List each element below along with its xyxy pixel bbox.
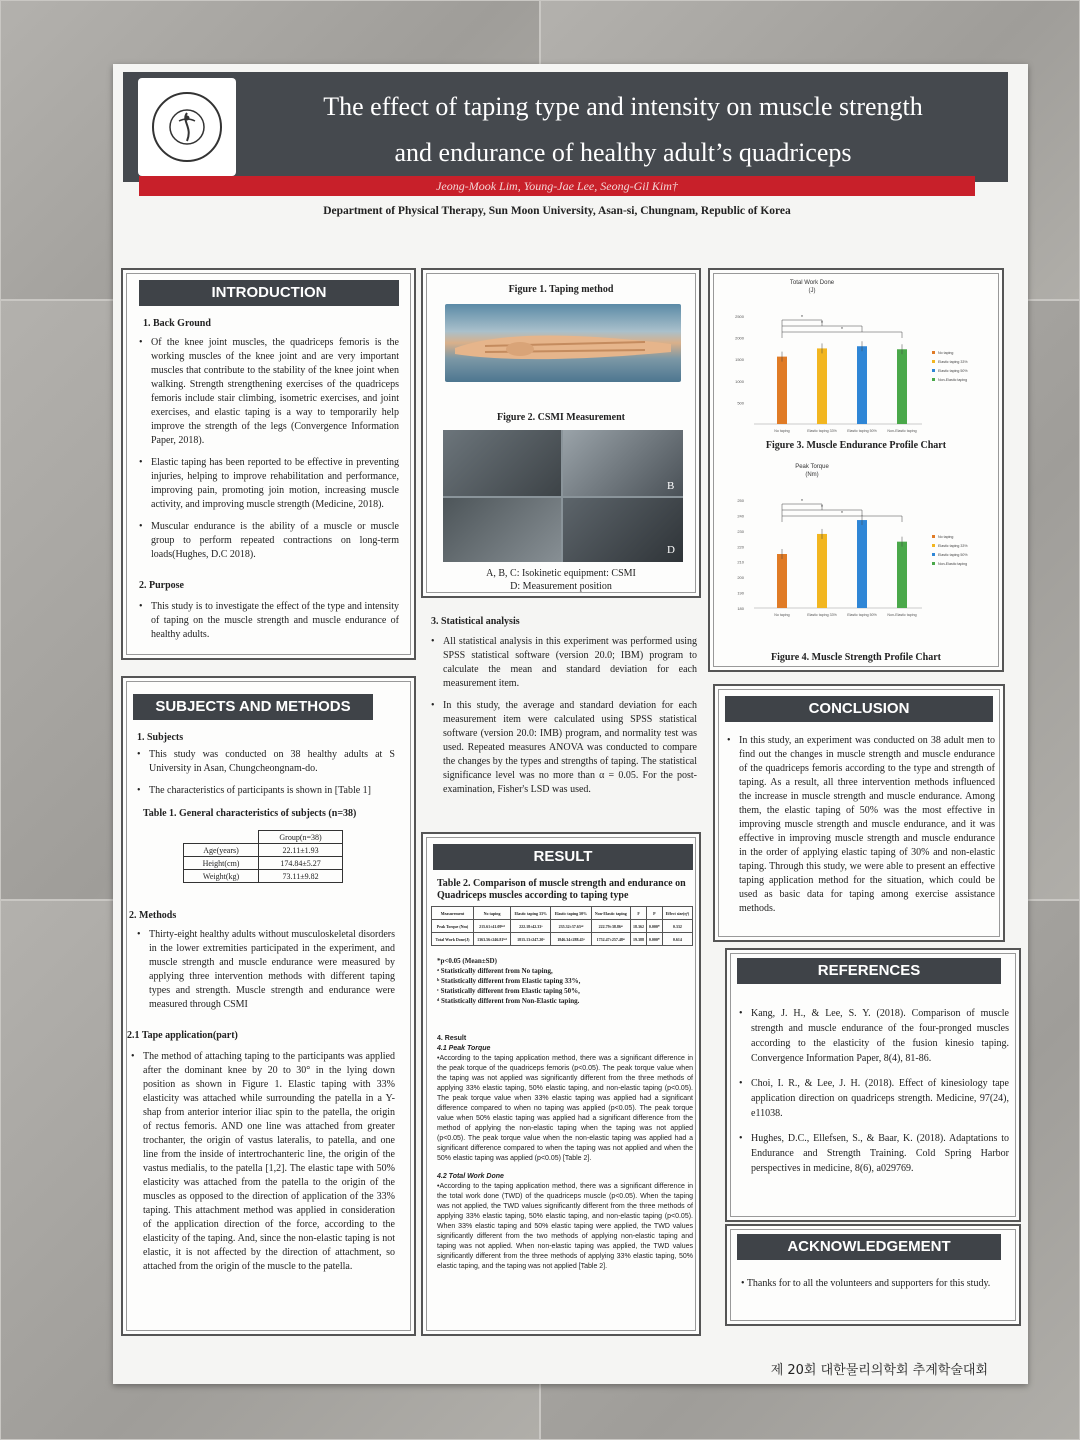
legend-swatch [932,562,935,565]
y-tick-label: 210 [737,559,744,565]
table-note: ᶜ Statistically different from Elastic taping 50%, [437,987,580,995]
table-header-cell: Effect size(η²) [662,907,692,920]
purpose-list [139,600,399,650]
table-cell: 22.11±1.93 [259,844,343,857]
fig1-title: Figure 1. Taping method [508,284,614,295]
y-tick-label: 220 [737,544,744,550]
y-tick-label: 500 [737,400,744,406]
table-cell: 222.79±38.86ᵃᶜ [591,920,631,933]
peak-title: 4.1 Peak Torque [437,1045,491,1052]
table-row [432,933,693,946]
table-cell: 73.11±9.82 [259,870,343,883]
bar [897,542,907,608]
subjects-list [137,748,395,806]
title-line-1: The effect of taping type and intensity on muscle strength [323,92,923,121]
significance-star: * [841,511,843,517]
table-cell: 0.000* [646,920,662,933]
methods-box [121,676,416,1336]
fig1-taping-photo [445,304,681,382]
list-item: • In this study, an experiment was conducted on 38 adult men to find out the changes in muscle strength and muscle endurance of the quadriceps femoris according to the type and strength of taping. As a result, all three intervention methods influenced the increase in muscle strength and muscle endurance. Among them, the elastic taping of 50% was the most effective in improving muscle strength and muscle endurance, and it was effective in improving muscle strength and muscle endurance in the order of applying elastic taping of 30% and non-elastic taping. Through this study, we were able to present an effective taping application method for the situation, which could be used as basic data for taping among exercise assistance methods. [727,734,995,916]
peak-text: •According to the taping application method, there was a significant difference in the peak torque of the quadriceps femoris (p<0.05). The peak torque value when the taping was not applied was significantly different from the three methods of applying 33% elastic taping, 50% elastic taping, and non-elastic taping (p<0.05). The peak torque value when 33% elastic taping was applied had a significant difference compared to when no taping was applied (p<0.05). The peak torque value when 50% elastic taping was applied had a significant difference from the method of applying the non-elastic taping when the taping was not applied (p<0.05). The peak torque value when the non-elastic taping was applied had a significant difference compared to when the taping was not applied and when the 50% elastic taping was applied (p<0.05) [Table 2]. [437,1055,693,1162]
list-item: • This study is to investigate the effect of the type and intensity of taping on the muscle strength and muscle endurance of healthy adults. [139,600,399,642]
charts-box [708,268,1004,672]
legend-label: Non-Elastic taping [938,562,968,566]
table-cell: Weight(kg) [184,870,259,883]
result-box [421,832,701,1336]
table-header-cell: F [631,907,647,920]
statistics-section [431,616,699,805]
references-list [739,1006,1009,1184]
significance-star: * [841,327,843,333]
table-cell: 0.614 [662,933,692,946]
table-cell: 1363.56±246.81ᵇᶜᵈ [473,933,510,946]
table-row [432,907,693,920]
conclusion-heading: CONCLUSION [725,696,993,722]
logo-emblem-icon [167,107,207,147]
x-tick-label: Elastic taping 50% [847,429,877,433]
strength-chart [712,458,1002,648]
significance-star: * [821,321,823,327]
table-row [184,831,343,844]
introduction-heading: INTRODUCTION [139,280,399,306]
poster-title [243,84,1003,176]
legend-swatch [932,553,935,556]
legend-swatch [932,360,935,363]
y-tick-label: 2000 [735,335,744,341]
panel-label-b: B [667,480,675,492]
photo-panel-b [563,430,683,496]
list-item: • The method of attaching taping to the participants was applied after the dominant knee by 20 to 30° in the lying down position as shown in Figure 1. Elastic taping with 33% elasticity was attached while surrounding the patella in a Y-shap from anterior interior iliac spin to the patella, the origin of rectus femoris. AND one line was attached from greater trochanter, the origin of vastus lateralis, to patella, and one line from the inside of intertrochanteric line, the origin of the vastus medialis, to the patella [1,2]. The elastic tape with 50% elasticity was attached from the patella to the origin of the muscles as opposed to the direction of application of the 33% taping. This attachment method was applied in consideration of the application direction of the force, according to the elasticity of the taping. And, since the non-elastic taping is not elastic, it is not affected by the direction of attachment, so attached from the origin of the muscle to the patella. [131,1050,395,1274]
title-line-2: and endurance of healthy adult’s quadriceps [394,138,852,167]
significance-star: * [801,499,803,505]
table-header-cell: Elastic taping 33% [511,907,551,920]
fig2-title: Figure 2. CSMI Measurement [497,412,625,423]
introduction-box [121,268,416,660]
table2 [431,906,693,946]
table-row [184,844,343,857]
legend-label: Elastic taping 50% [938,553,968,557]
significance-star: * [821,505,823,511]
y-tick-label: 180 [737,606,744,611]
society-logo [138,78,236,176]
table1-title: Table 1. General characteristics of subjects (n=38) [143,808,357,819]
table-cell: 1815.13±247.20ᵃ [511,933,551,946]
bar [817,534,827,608]
subjects-title: 1. Subjects [137,732,184,743]
bar [897,349,907,424]
twd-title: 4.2 Total Work Done [437,1173,504,1180]
legend-swatch [932,378,935,381]
chart-title: Peak Torque [795,464,829,470]
tape-list [131,1050,395,1282]
authors: Jeong-Mook Lim, Young-Jae Lee, Seong-Gil Kim† [139,176,975,196]
methods-title: 2. Methods [129,910,177,921]
references-box [725,948,1021,1222]
photo-panel-d [563,498,683,562]
poster-header [123,72,1008,182]
result-heading: RESULT [433,844,693,870]
list-item: • Elastic taping has been reported to be effective in preventing injuries, helping to improve rehabilitation and performance, improving pain, promoting join motion, increasing muscle activity, and improving muscle strength (Medicine, 2018). [139,456,399,512]
list-item: • Of the knee joint muscles, the quadriceps femoris is the working muscles of the knee joint and are very important muscles that contribute to the stability of the knee joint when walking. Strength strengthening exercises of the quadriceps femoris include stair climbing, isometric exercises, and joint exercises, and elastic taping is a way to temporarily help improve the strength of the legs (Convergence Information Paper, 2018). [139,336,399,448]
methods-list [137,928,395,1020]
conference-footer: 제 20회 대한물리의학회 추계학술대회 [770,1363,988,1378]
background-title: 1. Back Ground [143,318,211,329]
legend-label: Elastic taping 33% [938,360,968,364]
poster [113,64,1028,1384]
list-item: • This study was conducted on 38 healthy adults at S University in Asan, Chungcheongnam-do. [137,748,395,776]
acknowledgement-text: • Thanks for to all the volunteers and supporters for this study. [741,1278,991,1289]
y-tick-label: 200 [737,575,744,581]
x-tick-label: Non-Elastic taping [887,429,917,433]
acknowledgement-heading: ACKNOWLEDGEMENT [737,1234,1001,1260]
list-item: • Choi, I. R., & Lee, J. H. (2018). Effect of kinesiology tape application direction on quadriceps strength. Medicine, 97(24), e11038. [739,1076,1009,1121]
chart-subtitle: (Nm) [805,472,819,478]
table-cell: 18.362 [631,920,647,933]
photo-panel-a [443,430,561,496]
legend-label: Elastic taping 50% [938,369,968,373]
bar [777,554,787,608]
fig2-csmi-photo [443,430,683,562]
panel-label-d: D [667,544,675,556]
table-note: ᵇ Statistically different from Elastic taping 33%, [437,977,581,985]
list-item: • Thirty-eight healthy adults without musculoskeletal disorders in the lower extremities participated in the experiment, and muscle strength and muscle endurance were measured by applying three intervention methods with different taping types and strength. Muscle strength and endurance were measured through CSMI [137,928,395,1012]
table-cell: 19.388 [631,933,647,946]
legend-swatch [932,535,935,538]
table-cell: Age(years) [184,844,259,857]
table-cell: Total Work Done(J) [432,933,474,946]
result-text [437,1034,693,1272]
bar [777,357,787,424]
x-tick-label: Non-Elastic taping [887,613,917,617]
chart-subtitle: (J) [808,288,816,294]
list-item: • Muscular endurance is the ability of a muscle or muscle group to perform repeated contractions on long-term loads(Hughes, D.C 2018). [139,520,399,562]
conclusion-list [727,734,995,924]
y-tick-label: 2500 [735,314,744,319]
table-header-cell: Measurement [432,907,474,920]
table-cell: 235.32±37.63ᵃᵈ [551,920,591,933]
table-cell: 1846.34±288.45ᵃ [551,933,591,946]
table2-notes [437,956,580,1006]
list-item: • All statistical analysis in this experiment was performed using SPSS statistical software (version 20.0; IBM) program to calculate the mean and standard deviation for each measurement item. [431,635,697,691]
table-header-cell: P [646,907,662,920]
table-note: ᵃ Statistically different from No taping, [437,967,553,975]
logo-seal [152,92,222,162]
list-item: • Hughes, D.C., Ellefsen, S., & Baar, K. (2018). Adaptations to Endurance and Strength Training. Cold Spring Harbor perspectives in medicine, 8(6), a029769. [739,1131,1009,1176]
table-header-cell: No taping [473,907,510,920]
list-item: • Kang, J. H., & Lee, S. Y. (2018). Comparison of muscle strength and muscle endurance of the four-pronged muscles according to the elasticity of the fusion kinesio taping. Convergence Information Paper, 8(4), 81-86. [739,1006,1009,1066]
leg-tape-image [445,304,681,382]
y-tick-label: 240 [737,513,744,519]
table-header-cell: Elastic taping 50% [551,907,591,920]
table2-title: Table 2. Comparison of muscle strength and endurance on Quadriceps muscles according to taping type [437,878,686,901]
table-cell [184,831,259,844]
figures-box [421,268,701,598]
table-cell: 0.332 [662,920,692,933]
purpose-title: 2. Purpose [139,580,184,591]
legend-swatch [932,544,935,547]
fig4-caption: Figure 4. Muscle Strength Profile Chart [771,652,941,663]
legend-label: No taping [938,351,954,355]
table-cell: 1752.47±257.48ᵃᶜ [591,933,631,946]
result-title: 4. Result [437,1035,467,1042]
table-cell: 215.61±41.09ᵇᶜᵈ [473,920,510,933]
chart-title: Total Work Done [789,280,835,286]
endurance-chart [712,274,1002,464]
y-tick-label: 1000 [735,378,744,384]
legend-label: No taping [938,535,954,539]
significance-star: * [801,315,803,321]
x-tick-label: Elastic taping 33% [807,613,837,617]
x-tick-label: No taping [774,429,790,433]
table-cell: 222.18±42.33ᵃ [511,920,551,933]
twd-text: •According to the taping application method, there was a significant difference in the total work done (TWD) of the quadriceps muscle (p<0.05). When the taping was not applied, the TWD values significantly different from the three methods of applying 33% elastic taping, 50% elastic taping, and non-elastic taping (p<0.05). When 33% elastic taping and 50% elastic taping were applied, the TWD values significantly different from the two methods of applying non-elastic taping and taping was not applied. When non-elastic taping was applied, the TWD values significantly different from the three methods of applying 33% elastic taping, 50% elastic taping, and the taping was not applied [Table 2]. [437,1183,693,1270]
tape-title: 2.1 Tape application(part) [127,1030,238,1041]
y-tick-label: 250 [737,498,744,503]
legend-label: Non-Elastic taping [938,378,968,382]
background-list [139,336,399,570]
bar [857,520,867,608]
bar [817,348,827,424]
y-tick-label: 1500 [735,357,744,363]
table-cell: Peak Torque (Nm) [432,920,474,933]
legend-label: Elastic taping 33% [938,544,968,548]
fig2-caption-2: D: Measurement position [510,581,612,592]
photo-panel-c [443,498,561,562]
x-tick-label: Elastic taping 33% [807,429,837,433]
table-note: *p<0.05 (Mean±SD) [437,957,497,965]
table-cell: 0.000* [646,933,662,946]
table-header-cell: Group(n=38) [259,831,343,844]
x-tick-label: No taping [774,613,790,617]
conclusion-box [713,684,1005,942]
acknowledgement-box [725,1224,1021,1326]
table-cell: 174.84±5.27 [259,857,343,870]
x-tick-label: Elastic taping 50% [847,613,877,617]
fig2-caption-1: A, B, C: Isokinetic equipment: CSMI [486,568,636,579]
fig3-caption: Figure 3. Muscle Endurance Profile Chart [765,440,947,451]
table-cell: Height(cm) [184,857,259,870]
bar [857,346,867,424]
table-row [432,920,693,933]
statistics-title: 3. Statistical analysis [431,616,520,627]
y-tick-label: 190 [737,590,744,596]
table-row [184,870,343,883]
legend-swatch [932,369,935,372]
table1 [183,830,343,883]
statistics-list [431,635,697,797]
table-note: ᵈ Statistically different from Non-Elastic taping. [437,997,580,1005]
methods-heading: SUBJECTS AND METHODS [133,694,373,720]
references-heading: REFERENCES [737,958,1001,984]
y-tick-label: 230 [737,528,744,534]
department: Department of Physical Therapy, Sun Moon University, Asan-si, Chungnam, Republic of Korea [323,205,791,217]
list-item: • The characteristics of participants is shown in [Table 1] [137,784,395,798]
list-item: • In this study, the average and standard deviation for each measurement item were calculated using SPSS statistical software (version 20.0: IMB) program, and normality test was used. Repeated measures ANOVA was conducted to compare the changes by the types and strengths of taping. The statistical significance level was no more than α = 0.05. For the post-examination, Fisher's LSD was used. [431,699,697,797]
table-header-cell: Non-Elastic taping [591,907,631,920]
table-row [184,857,343,870]
legend-swatch [932,351,935,354]
